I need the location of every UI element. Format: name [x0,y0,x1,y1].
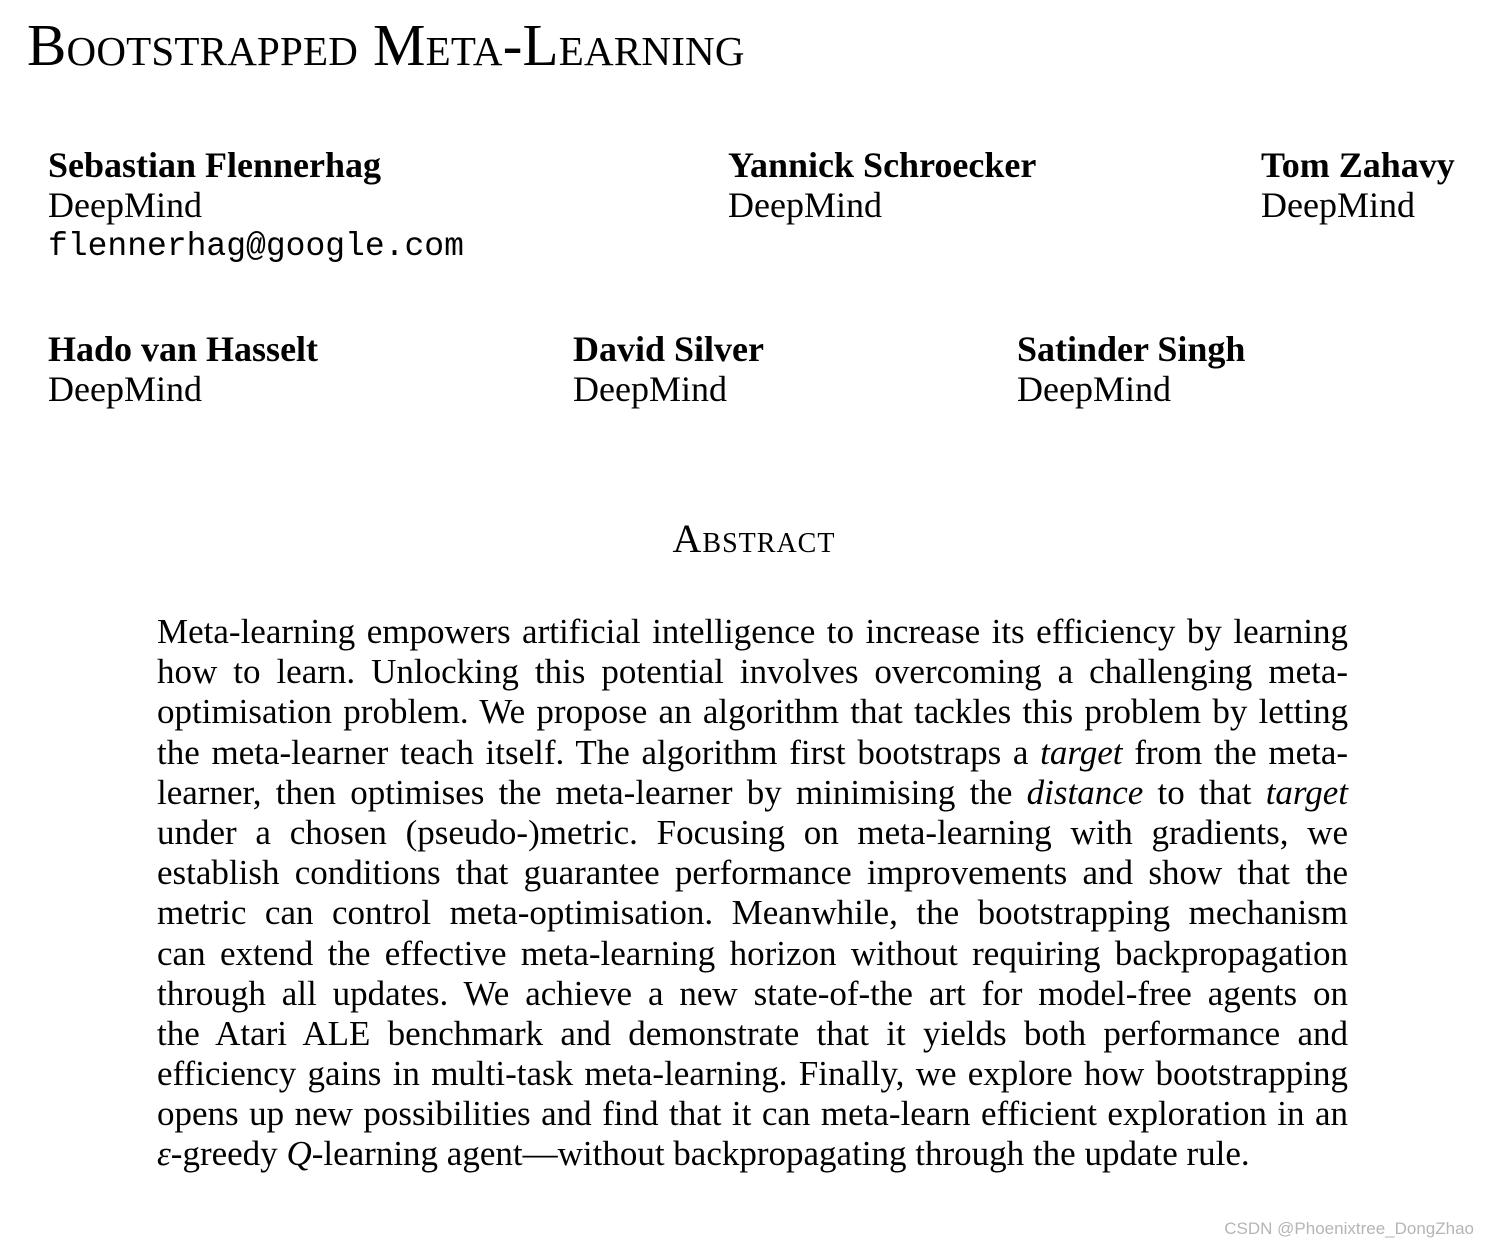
abstract-heading: Abstract [672,516,836,561]
author-block [1017,329,1245,409]
author-block [48,329,318,409]
emphasis-word: target [1040,732,1123,772]
abstract-line: the Atari ALE benchmark and demonstrate that it yields both performance and [157,1013,1349,1053]
emphasis-word: target [1265,772,1349,812]
abstract-line: can extend the effective meta-learning horizon without requiring backpropagation [157,933,1349,973]
watermark: CSDN @Phoenixtree_DongZhao [1224,1219,1474,1238]
abstract-line: opens up new possibilities and find that it can meta-learn efficient exploration in an [157,1094,1349,1134]
author-affiliation: DeepMind [573,369,727,409]
author-name: Hado van Hasselt [48,329,319,369]
author-block [1261,145,1455,225]
abstract-line: the meta-learner teach itself. The algorithm first bootstraps a target from the meta- [157,732,1349,772]
abstract-line: efficiency gains in multi-task meta-learning. Finally, we explore how bootstrapping [157,1054,1349,1094]
abstract-line: optimisation problem. We propose an algorithm that tackles this problem by letting [157,692,1349,732]
author-block [573,329,764,409]
author-name: Yannick Schroecker [728,145,1037,185]
abstract-body [157,612,1348,1175]
abstract-line: establish conditions that guarantee performance improvements and show that the [157,853,1349,893]
author-name: Sebastian Flennerhag [48,145,382,185]
author-name: Satinder Singh [1017,329,1246,369]
author-affiliation: DeepMind [48,369,202,409]
abstract-line: through all updates. We achieve a new state-of-the art for model-free agents on [157,973,1348,1013]
abstract-line: Meta-learning empowers artificial intelligence to increase its efficiency by learning [157,612,1349,651]
author-affiliation: DeepMind [1017,369,1171,409]
abstract-line: how to learn. Unlocking this potential involves overcoming a challenging meta- [157,652,1349,692]
author-name: Tom Zahavy [1261,145,1455,185]
abstract-line: ε-greedy Q-learning agent—without backpropagating through the update rule. [157,1134,1250,1174]
epsilon-symbol: ε [157,1134,171,1174]
author-block [48,145,464,269]
author-affiliation: DeepMind [48,185,202,225]
author-name: David Silver [573,329,765,369]
abstract-line: under a chosen (pseudo-)metric. Focusing on meta-learning with gradients, we [157,812,1349,852]
abstract-line: metric can control meta-optimisation. Meanwhile, the bootstrapping mechanism [157,893,1349,933]
emphasis-word: distance [1026,772,1144,812]
paper-title: Bootstrapped Meta-Learning [27,12,745,78]
q-symbol: Q [286,1134,312,1174]
author-email: flennerhag@google.com [48,228,464,265]
author-block [728,145,1036,225]
author-affiliation: DeepMind [1261,185,1415,225]
author-affiliation: DeepMind [728,185,882,225]
abstract-line: learner, then optimises the meta-learner by minimising the distance to that target [157,772,1349,812]
